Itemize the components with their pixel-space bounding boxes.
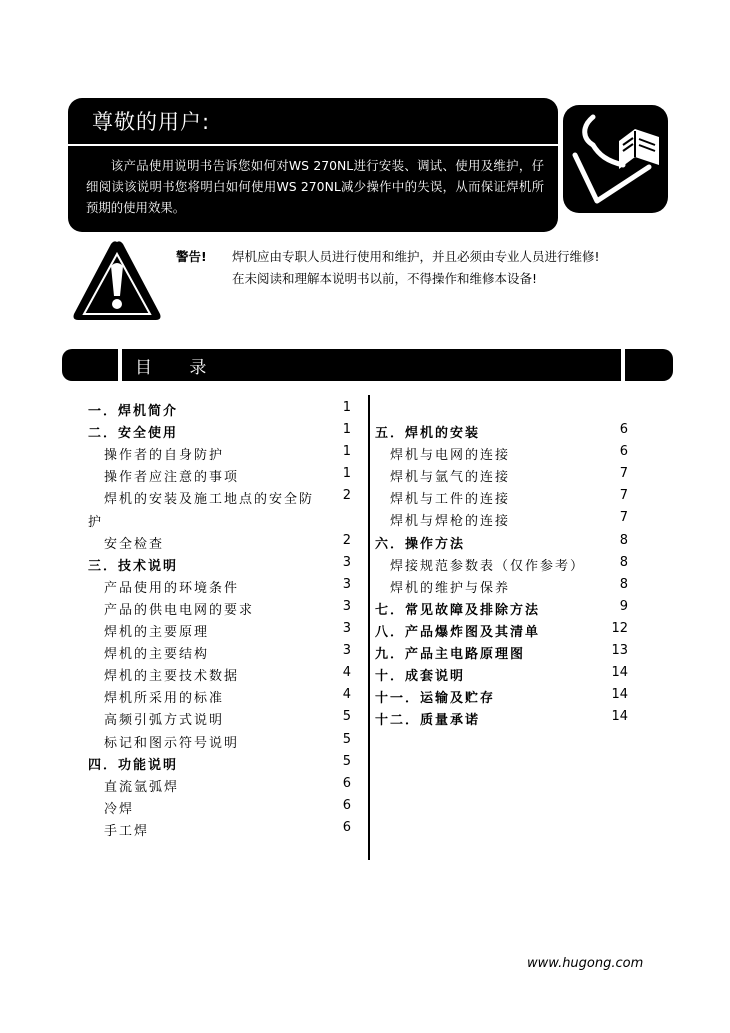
toc-entry-label[interactable]: 焊机的主要技术数据	[104, 669, 240, 685]
toc-entry-page: 3	[342, 554, 351, 570]
toc-entry-label[interactable]: 焊机的主要原理	[104, 625, 210, 640]
toc-entry-page: 8	[619, 532, 628, 548]
toc-entry-label[interactable]: 焊机与工件的连接	[390, 492, 511, 508]
toc-header-notch	[621, 349, 625, 381]
toc-entry-label[interactable]: 四．功能说明	[88, 757, 179, 773]
toc-entry-label[interactable]: 五．焊机的安装	[375, 426, 481, 441]
welcome-box	[68, 98, 558, 232]
welcome-title: 尊敬的用户:	[92, 110, 211, 134]
column-divider	[368, 395, 370, 860]
toc-entry-label[interactable]: 九．产品主电路原理图	[375, 647, 526, 662]
toc-entry-page: 13	[611, 643, 628, 658]
toc-entry-page: 3	[342, 621, 351, 636]
toc-entry-label[interactable]: 操作者的自身防护	[104, 448, 225, 464]
toc-entry-page: 1	[342, 422, 351, 438]
toc-entry-label[interactable]: 高频引弧方式说明	[104, 713, 225, 729]
toc-entry-label[interactable]: 焊机所采用的标准	[104, 691, 225, 707]
toc-entry-page: 6	[342, 775, 351, 791]
toc-entry-label[interactable]: 二．安全使用	[88, 426, 179, 442]
toc-entry-page: 6	[619, 422, 628, 437]
toc-entry-page: 9	[619, 598, 628, 614]
toc-entry-page: 14	[611, 665, 628, 681]
toc-entry-page: 8	[619, 554, 628, 570]
toc-header-notch	[118, 349, 122, 381]
toc-entry-page: 7	[619, 510, 628, 526]
toc-entry-label[interactable]: 十二．质量承诺	[375, 713, 481, 729]
warning-line: 焊机应由专职人员进行使用和维护，并且必须由专业人员进行维修!	[232, 249, 600, 264]
toc-entry-label[interactable]: 焊机与焊枪的连接	[390, 514, 511, 530]
toc-entry-page: 1	[342, 466, 351, 482]
toc-entry-page: 2	[342, 488, 351, 504]
warning-label: 警告!	[176, 249, 207, 264]
toc-entry-page: 3	[342, 576, 351, 592]
toc-entry-label[interactable]: 标记和图示符号说明	[104, 735, 240, 751]
toc-entry-page: 5	[342, 709, 351, 725]
toc-entry-label[interactable]: 焊机的安装及施工地点的安全防	[104, 492, 315, 508]
toc-entry-label[interactable]: 焊机的主要结构	[104, 647, 210, 663]
read-manual-icon	[563, 105, 668, 213]
toc-entry-label[interactable]: 一．焊机简介	[88, 404, 179, 419]
toc-entry-label[interactable]: 手工焊	[104, 823, 150, 839]
toc-entry-label[interactable]: 产品使用的环境条件	[104, 580, 240, 596]
toc-entry-label[interactable]: 六．操作方法	[375, 536, 466, 552]
toc-entry-label[interactable]: 焊机与电网的连接	[390, 448, 511, 464]
toc-entry-page: 1	[342, 444, 351, 460]
toc-entry-page: 3	[342, 598, 351, 614]
toc-entry-page: 6	[619, 444, 628, 460]
toc-entry-page: 12	[611, 620, 628, 636]
toc-entry-page: 6	[342, 819, 351, 835]
toc-entry-page: 7	[619, 466, 628, 482]
toc-entry-label[interactable]: 七．常见故障及排除方法	[375, 602, 541, 618]
toc-entry-label[interactable]: 产品的供电电网的要求	[104, 602, 255, 618]
welcome-text: 该产品使用说明书告诉您如何对WS 270NL进行安装、调试、使用及维护，仔细阅读该说明书您将明白如何使用WS 270NL减少操作中的失误，从而保证焊机所预期的使用效果。	[86, 158, 544, 215]
toc-title: 目 录	[135, 358, 223, 378]
toc-entry-label[interactable]: 十．成套说明	[375, 669, 466, 685]
toc-entry-label[interactable]: 安全检查	[104, 536, 165, 552]
welcome-divider	[68, 144, 558, 146]
toc-entry-label[interactable]: 十一．运输及贮存	[375, 691, 496, 707]
toc-entry-page: 6	[342, 797, 351, 813]
toc-entry-page: 1	[342, 400, 351, 415]
toc-entry-page: 4	[342, 687, 351, 703]
toc-entry-label[interactable]: 八．产品爆炸图及其清单	[375, 624, 541, 640]
toc-entry-label[interactable]: 操作者应注意的事项	[104, 470, 240, 486]
toc-entry-page: 2	[342, 532, 351, 548]
toc-entry-label[interactable]: 护	[88, 514, 104, 530]
toc-entry-page: 8	[619, 576, 628, 592]
toc-entry-label[interactable]: 焊接规范参数表（仅作参考）	[390, 558, 586, 574]
toc-entry-page: 14	[611, 687, 628, 703]
toc-entry-label[interactable]: 焊机的维护与保养	[390, 580, 511, 596]
toc-entry-page: 3	[342, 643, 351, 659]
toc-entry-label[interactable]: 直流氩弧焊	[104, 779, 180, 795]
toc-entry-page: 14	[611, 709, 628, 725]
toc-entry-page: 5	[342, 731, 351, 747]
footer-url: www.hugong.com	[527, 956, 644, 971]
toc-entry-page: 5	[342, 753, 351, 769]
toc-entry-page: 4	[342, 665, 351, 681]
warning-line: 在未阅读和理解本说明书以前，不得操作和维修本设备!	[232, 271, 538, 286]
toc-entry-label[interactable]: 三．技术说明	[88, 558, 179, 574]
warning-icon	[70, 236, 164, 324]
toc-entry-label[interactable]: 冷焊	[104, 801, 135, 817]
toc-entry-label[interactable]: 焊机与氩气的连接	[390, 470, 511, 486]
toc-entry-page: 7	[619, 488, 628, 504]
